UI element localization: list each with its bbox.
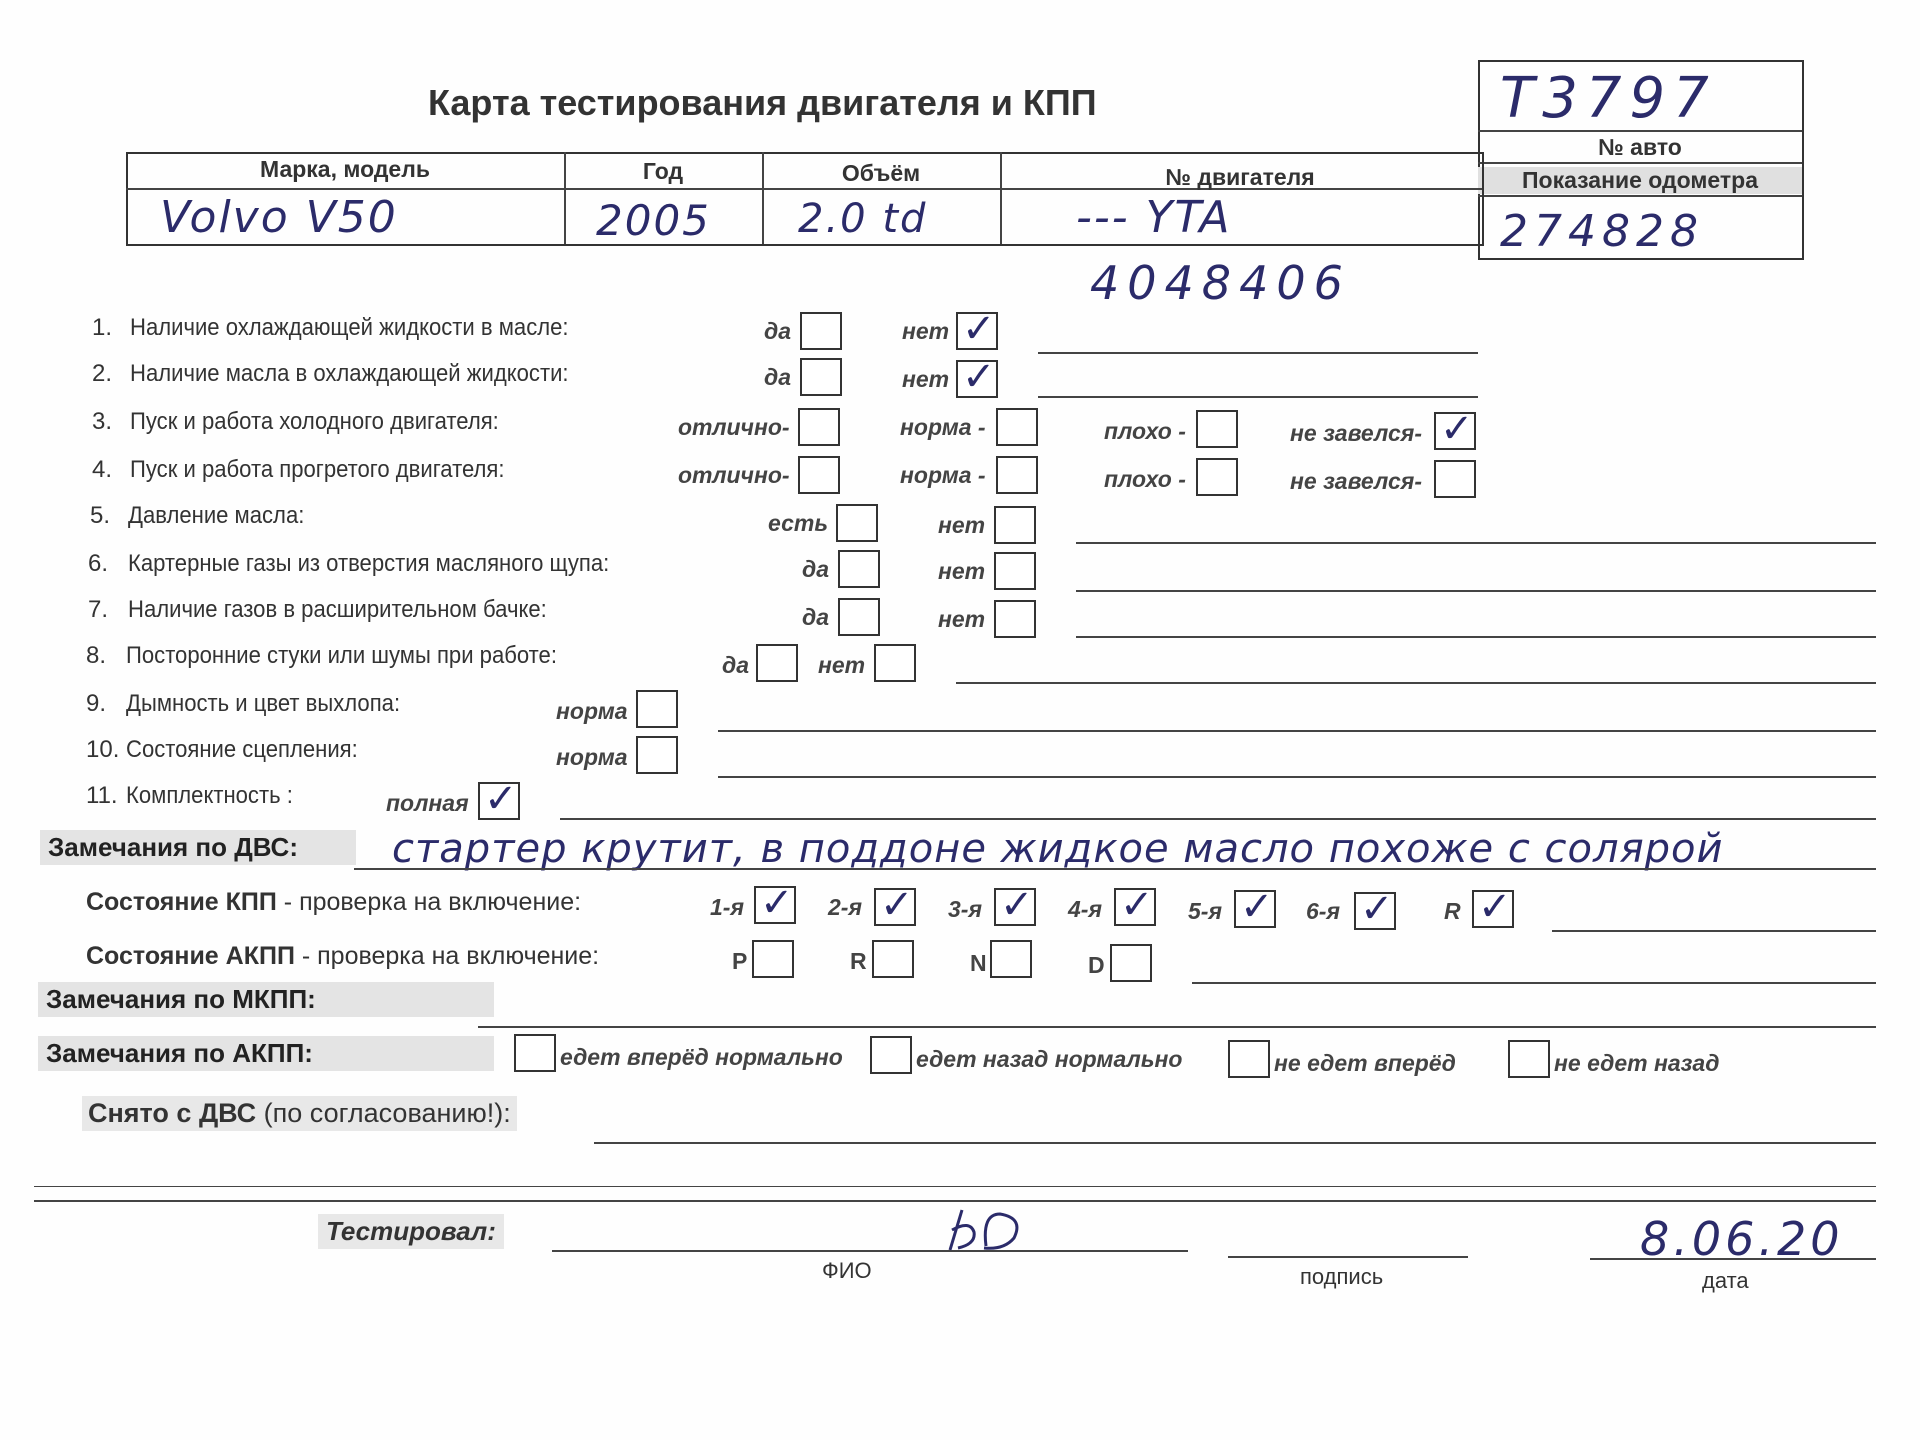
date-line — [1590, 1258, 1876, 1260]
checkbox-gear-6[interactable] — [1354, 892, 1396, 930]
akpp-option-label: едет вперёд нормально — [560, 1044, 843, 1070]
checkbox-akpp-forward-ok[interactable] — [514, 1034, 556, 1072]
option-label: отлично- — [678, 414, 790, 440]
fio-label: ФИО — [822, 1258, 872, 1283]
checkbox-q4-excellent[interactable] — [798, 456, 840, 494]
checkbox-q9-normal[interactable] — [636, 690, 678, 728]
question-text: Наличие масла в охлаждающей жидкости: — [130, 360, 569, 387]
checkbox-q3-not-started[interactable] — [1434, 412, 1476, 450]
checkbox-q4-bad[interactable] — [1196, 458, 1238, 496]
akpp-option-label: не едет вперёд — [1274, 1050, 1456, 1076]
checkbox-gear-r[interactable] — [1472, 890, 1514, 928]
answer-line — [1076, 542, 1876, 544]
checkbox-q6-no[interactable] — [994, 552, 1036, 590]
option-label: плохо - — [1104, 466, 1186, 492]
checkbox-q3-excellent[interactable] — [798, 408, 840, 446]
question-text: Картерные газы из отверстия масляного щупа: — [128, 550, 610, 577]
question-number: 3. — [92, 408, 113, 435]
gear-label: 3-я — [948, 896, 982, 922]
question-number: 6. — [88, 550, 109, 577]
answer-line — [1038, 396, 1478, 398]
car-number-value: T3797 — [1500, 66, 1717, 131]
checkbox-gear-4[interactable] — [1114, 888, 1156, 926]
option-label: да — [764, 364, 792, 390]
question-text: Пуск и работа прогретого двигателя: — [130, 456, 505, 483]
option-label: нет — [902, 366, 950, 392]
question-text: Давление масла: — [128, 502, 305, 529]
year-value: 2005 — [596, 196, 711, 245]
checkbox-q3-normal[interactable] — [996, 408, 1038, 446]
question-text: Пуск и работа холодного двигателя: — [130, 408, 499, 435]
option-label: нет — [938, 558, 986, 584]
checkbox-q5-no[interactable] — [994, 506, 1036, 544]
make-model-value: Volvo V50 — [160, 192, 398, 243]
option-label: плохо - — [1104, 418, 1186, 444]
option-label: норма — [556, 698, 628, 724]
akpp-label-rest: - проверка на включение: — [294, 942, 600, 970]
gear-label: 2-я — [828, 894, 862, 920]
removed-label-bold: Снято с ДВС — [88, 1098, 257, 1128]
volume-label: Объём — [841, 160, 921, 186]
option-label: да — [722, 652, 750, 678]
question-text: Состояние сцепления: — [126, 736, 358, 763]
make-model-label: Марка, модель — [260, 156, 430, 182]
fio-line — [552, 1250, 1188, 1252]
option-label: норма - — [900, 462, 986, 488]
separator-line — [34, 1186, 1876, 1187]
akpp-label — [86, 942, 599, 971]
checkbox-mode-p[interactable] — [752, 940, 794, 978]
akpp-option-label: едет назад нормально — [916, 1046, 1183, 1072]
checkbox-q6-yes[interactable] — [838, 550, 880, 588]
question-text: Посторонние стуки или шумы при работе: — [126, 642, 557, 669]
akpp-remarks-label: Замечания по АКПП: — [38, 1036, 494, 1071]
engine-no-label: № двигателя — [1165, 164, 1315, 190]
answer-line — [956, 682, 1876, 684]
mode-label: P — [732, 948, 748, 974]
gear-label: R — [1444, 898, 1461, 924]
checkbox-q8-no[interactable] — [874, 644, 916, 682]
answer-line — [594, 1142, 1876, 1144]
mode-label: D — [1088, 952, 1105, 978]
odometer-label: Показание одометра — [1478, 167, 1802, 194]
checkbox-mode-n[interactable] — [990, 940, 1032, 978]
signature-label: подпись — [1300, 1264, 1384, 1289]
gear-label: 4-я — [1068, 896, 1102, 922]
answer-line — [1192, 982, 1876, 984]
year-label: Год — [642, 158, 684, 184]
checkbox-q4-normal[interactable] — [996, 456, 1038, 494]
answer-line — [478, 1026, 1876, 1028]
option-label: не завелся- — [1290, 420, 1422, 446]
option-label: норма — [556, 744, 628, 770]
option-label: нет — [938, 606, 986, 632]
signature-line — [1228, 1256, 1468, 1258]
gear-label: 1-я — [710, 894, 744, 920]
option-label: не завелся- — [1290, 468, 1422, 494]
divider — [1478, 195, 1802, 197]
checkbox-mode-d[interactable] — [1110, 944, 1152, 982]
answer-line — [1552, 930, 1876, 932]
answer-line — [1076, 590, 1876, 592]
question-number: 7. — [88, 596, 109, 623]
option-label: есть — [768, 510, 828, 536]
answer-line — [718, 730, 1876, 732]
question-number: 9. — [86, 690, 107, 717]
checkbox-q2-no[interactable] — [956, 360, 998, 398]
answer-line — [718, 776, 1876, 778]
mode-label: N — [970, 950, 987, 976]
signature-initials — [940, 1200, 1030, 1261]
checkbox-q3-bad[interactable] — [1196, 410, 1238, 448]
option-label: отлично- — [678, 462, 790, 488]
answer-line — [560, 818, 1876, 820]
checkbox-q7-no[interactable] — [994, 600, 1036, 638]
checkbox-q11-full[interactable] — [478, 782, 520, 820]
checkbox-q4-not-started[interactable] — [1434, 460, 1476, 498]
engine-no-value-2: 4048406 — [1090, 256, 1351, 310]
kpp-label — [86, 888, 581, 917]
odometer-value: 274828 — [1500, 206, 1704, 257]
checkbox-q7-yes[interactable] — [838, 598, 880, 636]
checkbox-gear-2[interactable] — [874, 888, 916, 926]
akpp-option-label: не едет назад — [1554, 1050, 1720, 1076]
dvs-remarks-value: стартер крутит, в поддоне жидкое масло похоже с солярой — [392, 826, 1724, 872]
gear-label: 5-я — [1188, 898, 1222, 924]
car-number-label: № авто — [1598, 134, 1682, 160]
mode-label: R — [850, 948, 867, 974]
option-label: нет — [902, 318, 950, 344]
checkbox-q1-yes[interactable] — [800, 312, 842, 350]
checkbox-q2-yes[interactable] — [800, 358, 842, 396]
question-text: Дымность и цвет выхлопа: — [126, 690, 401, 717]
engine-no-value: --- YTA — [1076, 192, 1232, 243]
question-text: Комплектность : — [126, 782, 293, 809]
date-value: 8.06.20 — [1640, 1212, 1844, 1266]
tested-label: Тестировал: — [318, 1214, 504, 1249]
option-label: нет — [818, 652, 866, 678]
kpp-label-bold: Состояние КПП — [86, 888, 277, 916]
checkbox-akpp-backward-ok[interactable] — [870, 1036, 912, 1074]
gear-label: 6-я — [1306, 898, 1340, 924]
checkbox-akpp-no-backward[interactable] — [1508, 1040, 1550, 1078]
question-number: 4. — [92, 456, 113, 483]
removed-label-rest: (по согласованию!): — [256, 1098, 511, 1128]
option-label: нет — [938, 512, 986, 538]
option-label: полная — [386, 790, 469, 816]
option-label: норма - — [900, 414, 986, 440]
checkbox-gear-1[interactable] — [754, 886, 796, 924]
page-title: Карта тестирования двигателя и КПП — [428, 82, 1097, 123]
checkbox-q5-present[interactable] — [836, 504, 878, 542]
answer-line — [354, 868, 1876, 870]
checkbox-akpp-no-forward[interactable] — [1228, 1040, 1270, 1078]
checkbox-q8-yes[interactable] — [756, 644, 798, 682]
checkbox-gear-3[interactable] — [994, 888, 1036, 926]
question-number: 1. — [92, 314, 113, 341]
question-number: 10. — [86, 736, 120, 763]
answer-line — [1038, 352, 1478, 354]
divider — [1478, 162, 1802, 164]
akpp-label-bold: Состояние АКПП — [86, 942, 295, 970]
volume-value: 2.0 td — [798, 196, 928, 242]
mkpp-remarks-label: Замечания по МКПП: — [38, 982, 494, 1017]
option-label: да — [802, 604, 830, 630]
checkbox-q1-no[interactable] — [956, 312, 998, 350]
question-number: 8. — [86, 642, 107, 669]
question-text: Наличие газов в расширительном бачке: — [128, 596, 547, 623]
question-number: 5. — [90, 502, 111, 529]
dvs-remarks-label: Замечания по ДВС: — [40, 830, 356, 865]
question-text: Наличие охлаждающей жидкости в масле: — [130, 314, 569, 341]
checkbox-mode-r[interactable] — [872, 940, 914, 978]
answer-line — [1076, 636, 1876, 638]
question-number: 11. — [86, 782, 118, 809]
checkbox-gear-5[interactable] — [1234, 890, 1276, 928]
option-label: да — [802, 556, 830, 582]
date-label: дата — [1702, 1268, 1749, 1293]
kpp-label-rest: - проверка на включение: — [276, 888, 582, 916]
option-label: да — [764, 318, 792, 344]
question-number: 2. — [92, 360, 113, 387]
checkbox-q10-normal[interactable] — [636, 736, 678, 774]
removed-label — [82, 1096, 517, 1131]
